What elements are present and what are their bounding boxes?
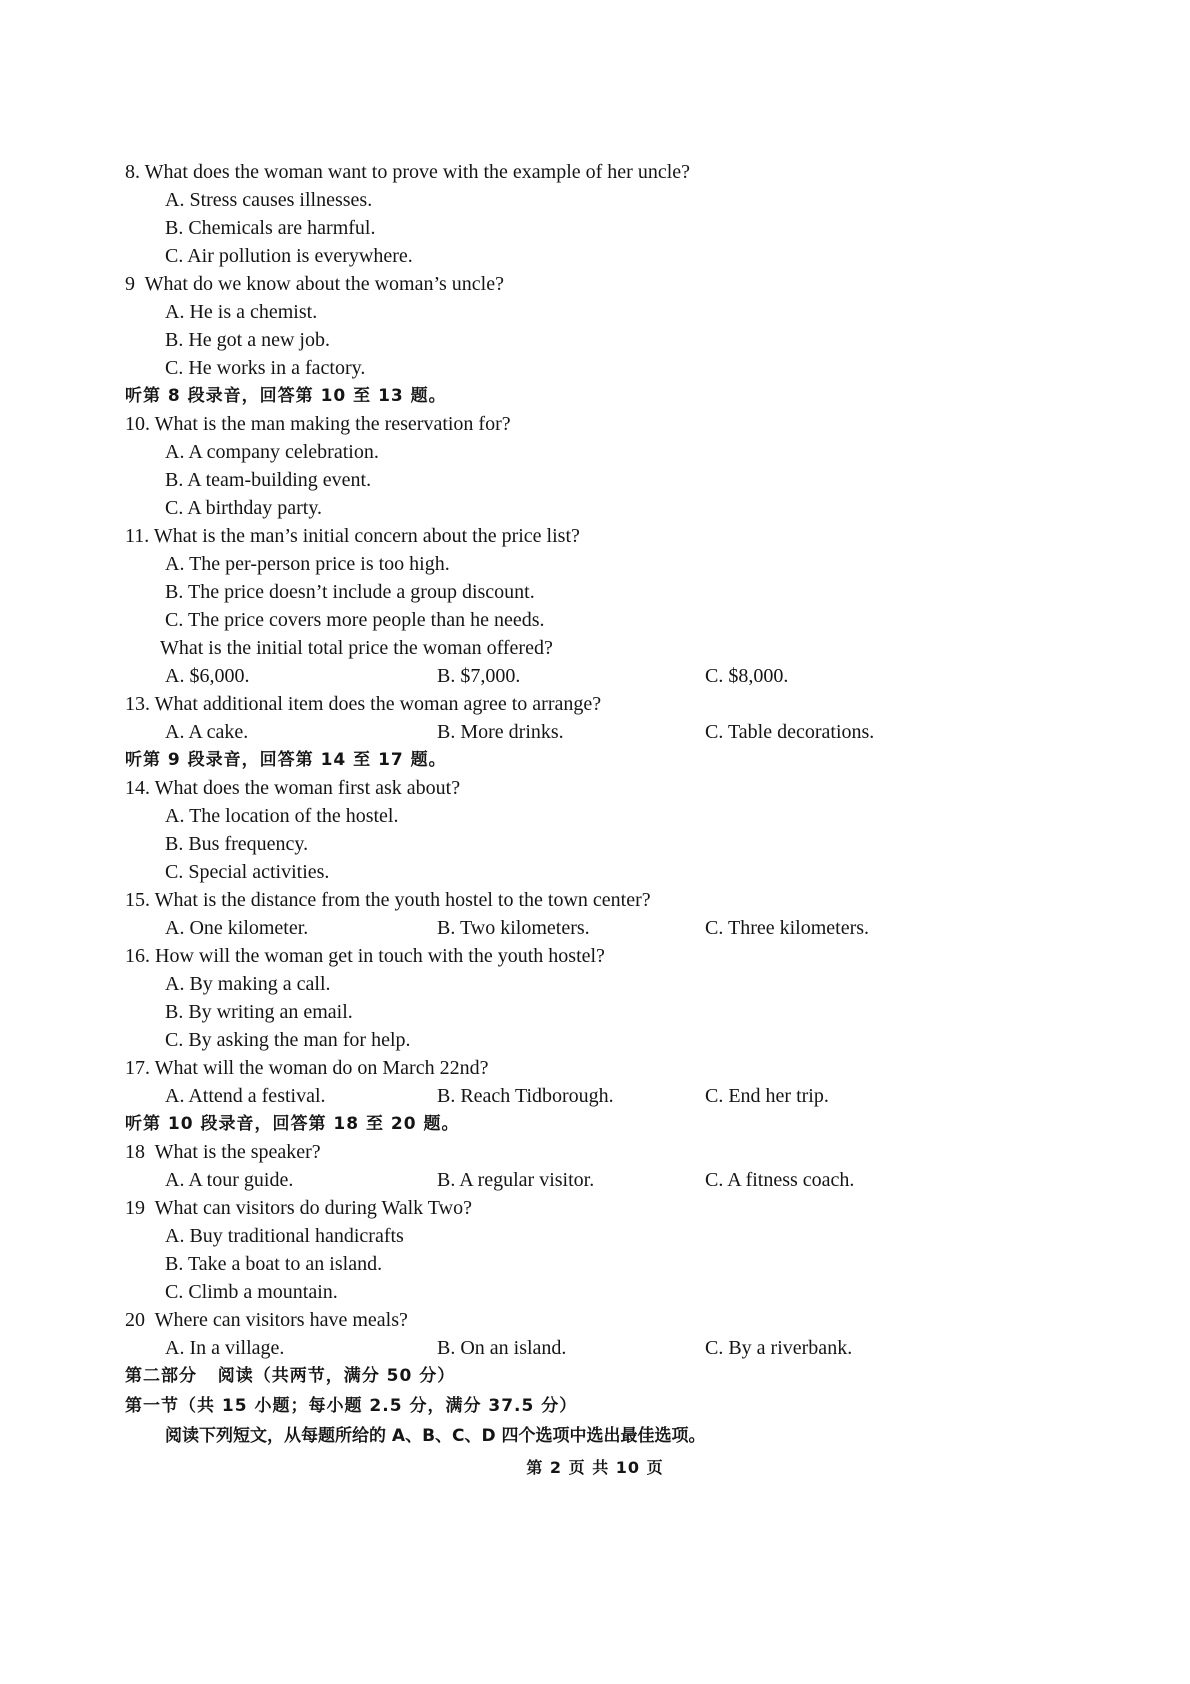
question-20-option-c: C. By a riverbank. xyxy=(705,1337,853,1359)
question-19-option-b: B. Take a boat to an island. xyxy=(165,1253,383,1275)
section-heading-10: 听第 10 段录音，回答第 18 至 20 题。 xyxy=(125,1114,460,1134)
question-14-option-b: B. Bus frequency. xyxy=(165,833,309,855)
question-20-option-a: A. In a village. xyxy=(165,1337,285,1359)
question-17-option-a: A. Attend a festival. xyxy=(165,1085,326,1107)
question-8-option-a: A. Stress causes illnesses. xyxy=(165,189,373,211)
question-8-stem: 8. What does the woman want to prove with the example of her uncle? xyxy=(125,161,691,183)
question-15-option-b: B. Two kilometers. xyxy=(437,917,590,939)
question-9-stem: 9 What do we know about the woman’s uncle? xyxy=(125,273,504,295)
question-17-option-b: B. Reach Tidborough. xyxy=(437,1085,614,1107)
question-13-option-a: A. A cake. xyxy=(165,721,249,743)
question-10-option-b: B. A team-building event. xyxy=(165,469,372,491)
page-number-footer: 第 2 页 共 10 页 xyxy=(526,1458,664,1477)
question-16-option-a: A. By making a call. xyxy=(165,973,331,995)
question-10-option-a: A. A company celebration. xyxy=(165,441,379,463)
question-11-option-a: A. The per-person price is too high. xyxy=(165,553,450,575)
section-1-heading: 第一节（共 15 小题；每小题 2.5 分，满分 37.5 分） xyxy=(125,1396,578,1416)
question-18-option-c: C. A fitness coach. xyxy=(705,1169,855,1191)
question-17-stem: 17. What will the woman do on March 22nd? xyxy=(125,1057,489,1079)
question-12-stem: What is the initial total price the woman offered? xyxy=(160,637,553,659)
question-11-option-c: C. The price covers more people than he needs. xyxy=(165,609,545,631)
question-9-option-b: B. He got a new job. xyxy=(165,329,330,351)
question-12-option-c: C. $8,000. xyxy=(705,665,789,687)
question-9-option-a: A. He is a chemist. xyxy=(165,301,318,323)
question-15-option-c: C. Three kilometers. xyxy=(705,917,870,939)
question-18-option-a: A. A tour guide. xyxy=(165,1169,294,1191)
question-14-option-a: A. The location of the hostel. xyxy=(165,805,399,827)
question-12-option-a: A. $6,000. xyxy=(165,665,250,687)
question-13-option-b: B. More drinks. xyxy=(437,721,564,743)
question-10-option-c: C. A birthday party. xyxy=(165,497,323,519)
question-8-option-c: C. Air pollution is everywhere. xyxy=(165,245,413,267)
question-19-option-c: C. Climb a mountain. xyxy=(165,1281,338,1303)
question-15-option-a: A. One kilometer. xyxy=(165,917,309,939)
question-20-stem: 20 Where can visitors have meals? xyxy=(125,1309,408,1331)
question-18-stem: 18 What is the speaker? xyxy=(125,1141,321,1163)
question-11-option-b: B. The price doesn’t include a group discount. xyxy=(165,581,535,603)
section-heading-8: 听第 8 段录音，回答第 10 至 13 题。 xyxy=(125,386,447,406)
question-16-option-c: C. By asking the man for help. xyxy=(165,1029,411,1051)
question-13-option-c: C. Table decorations. xyxy=(705,721,875,743)
question-8-option-b: B. Chemicals are harmful. xyxy=(165,217,376,239)
question-16-option-b: B. By writing an email. xyxy=(165,1001,353,1023)
question-11-stem: 11. What is the man’s initial concern about the price list? xyxy=(125,525,580,547)
question-20-option-b: B. On an island. xyxy=(437,1337,567,1359)
question-15-stem: 15. What is the distance from the youth hostel to the town center? xyxy=(125,889,651,911)
question-18-option-b: B. A regular visitor. xyxy=(437,1169,595,1191)
question-14-option-c: C. Special activities. xyxy=(165,861,330,883)
question-17-option-c: C. End her trip. xyxy=(705,1085,829,1107)
question-10-stem: 10. What is the man making the reservation for? xyxy=(125,413,511,435)
question-9-option-c: C. He works in a factory. xyxy=(165,357,366,379)
reading-instruction: 阅读下列短文，从每题所给的 A、B、C、D 四个选项中选出最佳选项。 xyxy=(165,1426,706,1446)
question-14-stem: 14. What does the woman first ask about? xyxy=(125,777,461,799)
question-19-option-a: A. Buy traditional handicrafts xyxy=(165,1225,404,1247)
question-12-option-b: B. $7,000. xyxy=(437,665,521,687)
question-13-stem: 13. What additional item does the woman agree to arrange? xyxy=(125,693,602,715)
question-16-stem: 16. How will the woman get in touch with the youth hostel? xyxy=(125,945,605,967)
part-2-heading: 第二部分 阅读（共两节，满分 50 分） xyxy=(125,1366,456,1386)
section-heading-9: 听第 9 段录音，回答第 14 至 17 题。 xyxy=(125,750,447,770)
question-19-stem: 19 What can visitors do during Walk Two? xyxy=(125,1197,472,1219)
